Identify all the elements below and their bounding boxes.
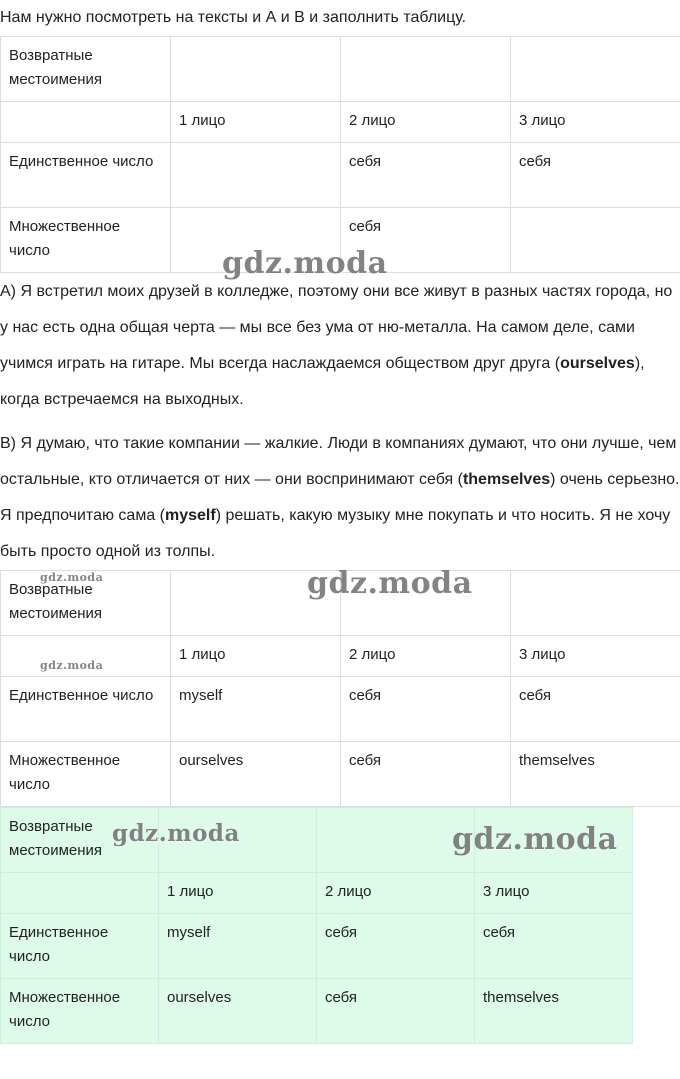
watermark: gdz.moda: [40, 571, 104, 584]
table-cell: себя: [511, 143, 680, 208]
text-a-after: ), когда встречаемся на выходных.: [0, 355, 645, 408]
table-cell: myself: [159, 914, 317, 979]
pronoun-table-empty: [0, 36, 680, 273]
text-b-part1: В) Я думаю, что такие компании — жалкие. Люди в компаниях думают, что они лучше, чем остальные, кто отличается от них — они воспринимают себя (: [0, 435, 677, 488]
table-row: [1, 102, 680, 143]
table-cell: Единственное число: [1, 143, 171, 208]
table-row: [1, 37, 680, 102]
table-cell: Множественное число: [1, 979, 159, 1044]
table-cell: себя: [317, 979, 475, 1044]
table-cell: себя: [511, 677, 680, 742]
table-row: [1, 979, 633, 1044]
table-cell: 3 лицо: [475, 873, 633, 914]
table-row: [1, 742, 680, 807]
table-cell: [317, 808, 475, 873]
table-cell: Возвратные местоимения: [1, 37, 171, 102]
watermark: gdz.moda: [452, 822, 618, 857]
table-cell: themselves: [475, 979, 633, 1044]
table-row: [1, 873, 633, 914]
table-cell: 2 лицо: [341, 636, 511, 677]
table-cell: [1, 873, 159, 914]
table-cell: 1 лицо: [159, 873, 317, 914]
table-cell: [171, 37, 341, 102]
text-b: [0, 426, 680, 570]
table-cell: ourselves: [171, 742, 341, 807]
table-cell: themselves: [511, 742, 680, 807]
table-row: [1, 143, 680, 208]
table-cell: [511, 37, 680, 102]
pronoun-table-filled: [0, 570, 680, 807]
text-b-bold1: themselves: [462, 471, 551, 488]
table-cell: Единственное число: [1, 677, 171, 742]
text-a-before: А) Я встретил моих друзей в колледже, поэтому они все живут в разных частях города, но у нас есть одна общая черта — мы все без ума от ню-металла. На самом деле, сами учимся играть на гитаре. Мы всегда наслаждаемся обществом друг друга (: [0, 283, 673, 372]
table-cell: 1 лицо: [171, 636, 341, 677]
text-b-part2: ) очень серьезно. Я предпочитаю сама (: [0, 471, 680, 524]
table-cell: Возвратные местоимения: [1, 571, 171, 636]
text-b-bold2: myself: [165, 507, 216, 524]
table-cell: себя: [475, 914, 633, 979]
table-cell: себя: [341, 208, 511, 273]
table-cell: Множественное число: [1, 208, 171, 273]
table-cell: 3 лицо: [511, 102, 680, 143]
table-cell: Множественное число: [1, 742, 171, 807]
watermark: gdz.moda: [307, 566, 473, 601]
watermark: gdz.moda: [222, 246, 388, 281]
table-row: [1, 677, 680, 742]
table-cell: 2 лицо: [341, 102, 511, 143]
text-a-bold: ourselves: [560, 355, 635, 372]
watermark: gdz.moda: [40, 659, 104, 672]
table-cell: 1 лицо: [171, 102, 341, 143]
text-b-part3: ) решать, какую музыку мне покупать и что носить. Я не хочу быть просто одной из толпы.: [0, 507, 671, 560]
table-cell: [341, 37, 511, 102]
table-cell: myself: [171, 677, 341, 742]
table-cell: [1, 102, 171, 143]
table-cell: [171, 143, 341, 208]
table-cell: себя: [341, 742, 511, 807]
table-cell: 2 лицо: [317, 873, 475, 914]
table-cell: Возвратные местоимения: [1, 808, 159, 873]
table-cell: [511, 208, 680, 273]
table-row: [1, 914, 633, 979]
table-cell: себя: [341, 143, 511, 208]
table-cell: Единственное число: [1, 914, 159, 979]
table-cell: ourselves: [159, 979, 317, 1044]
table-cell: себя: [317, 914, 475, 979]
intro-text: Нам нужно посмотреть на тексты и А и В и заполнить таблицу.: [0, 9, 467, 26]
watermark: gdz.moda: [112, 820, 240, 847]
text-a: [0, 274, 680, 418]
table-cell: [511, 571, 680, 636]
table-cell: себя: [341, 677, 511, 742]
table-cell: 3 лицо: [511, 636, 680, 677]
